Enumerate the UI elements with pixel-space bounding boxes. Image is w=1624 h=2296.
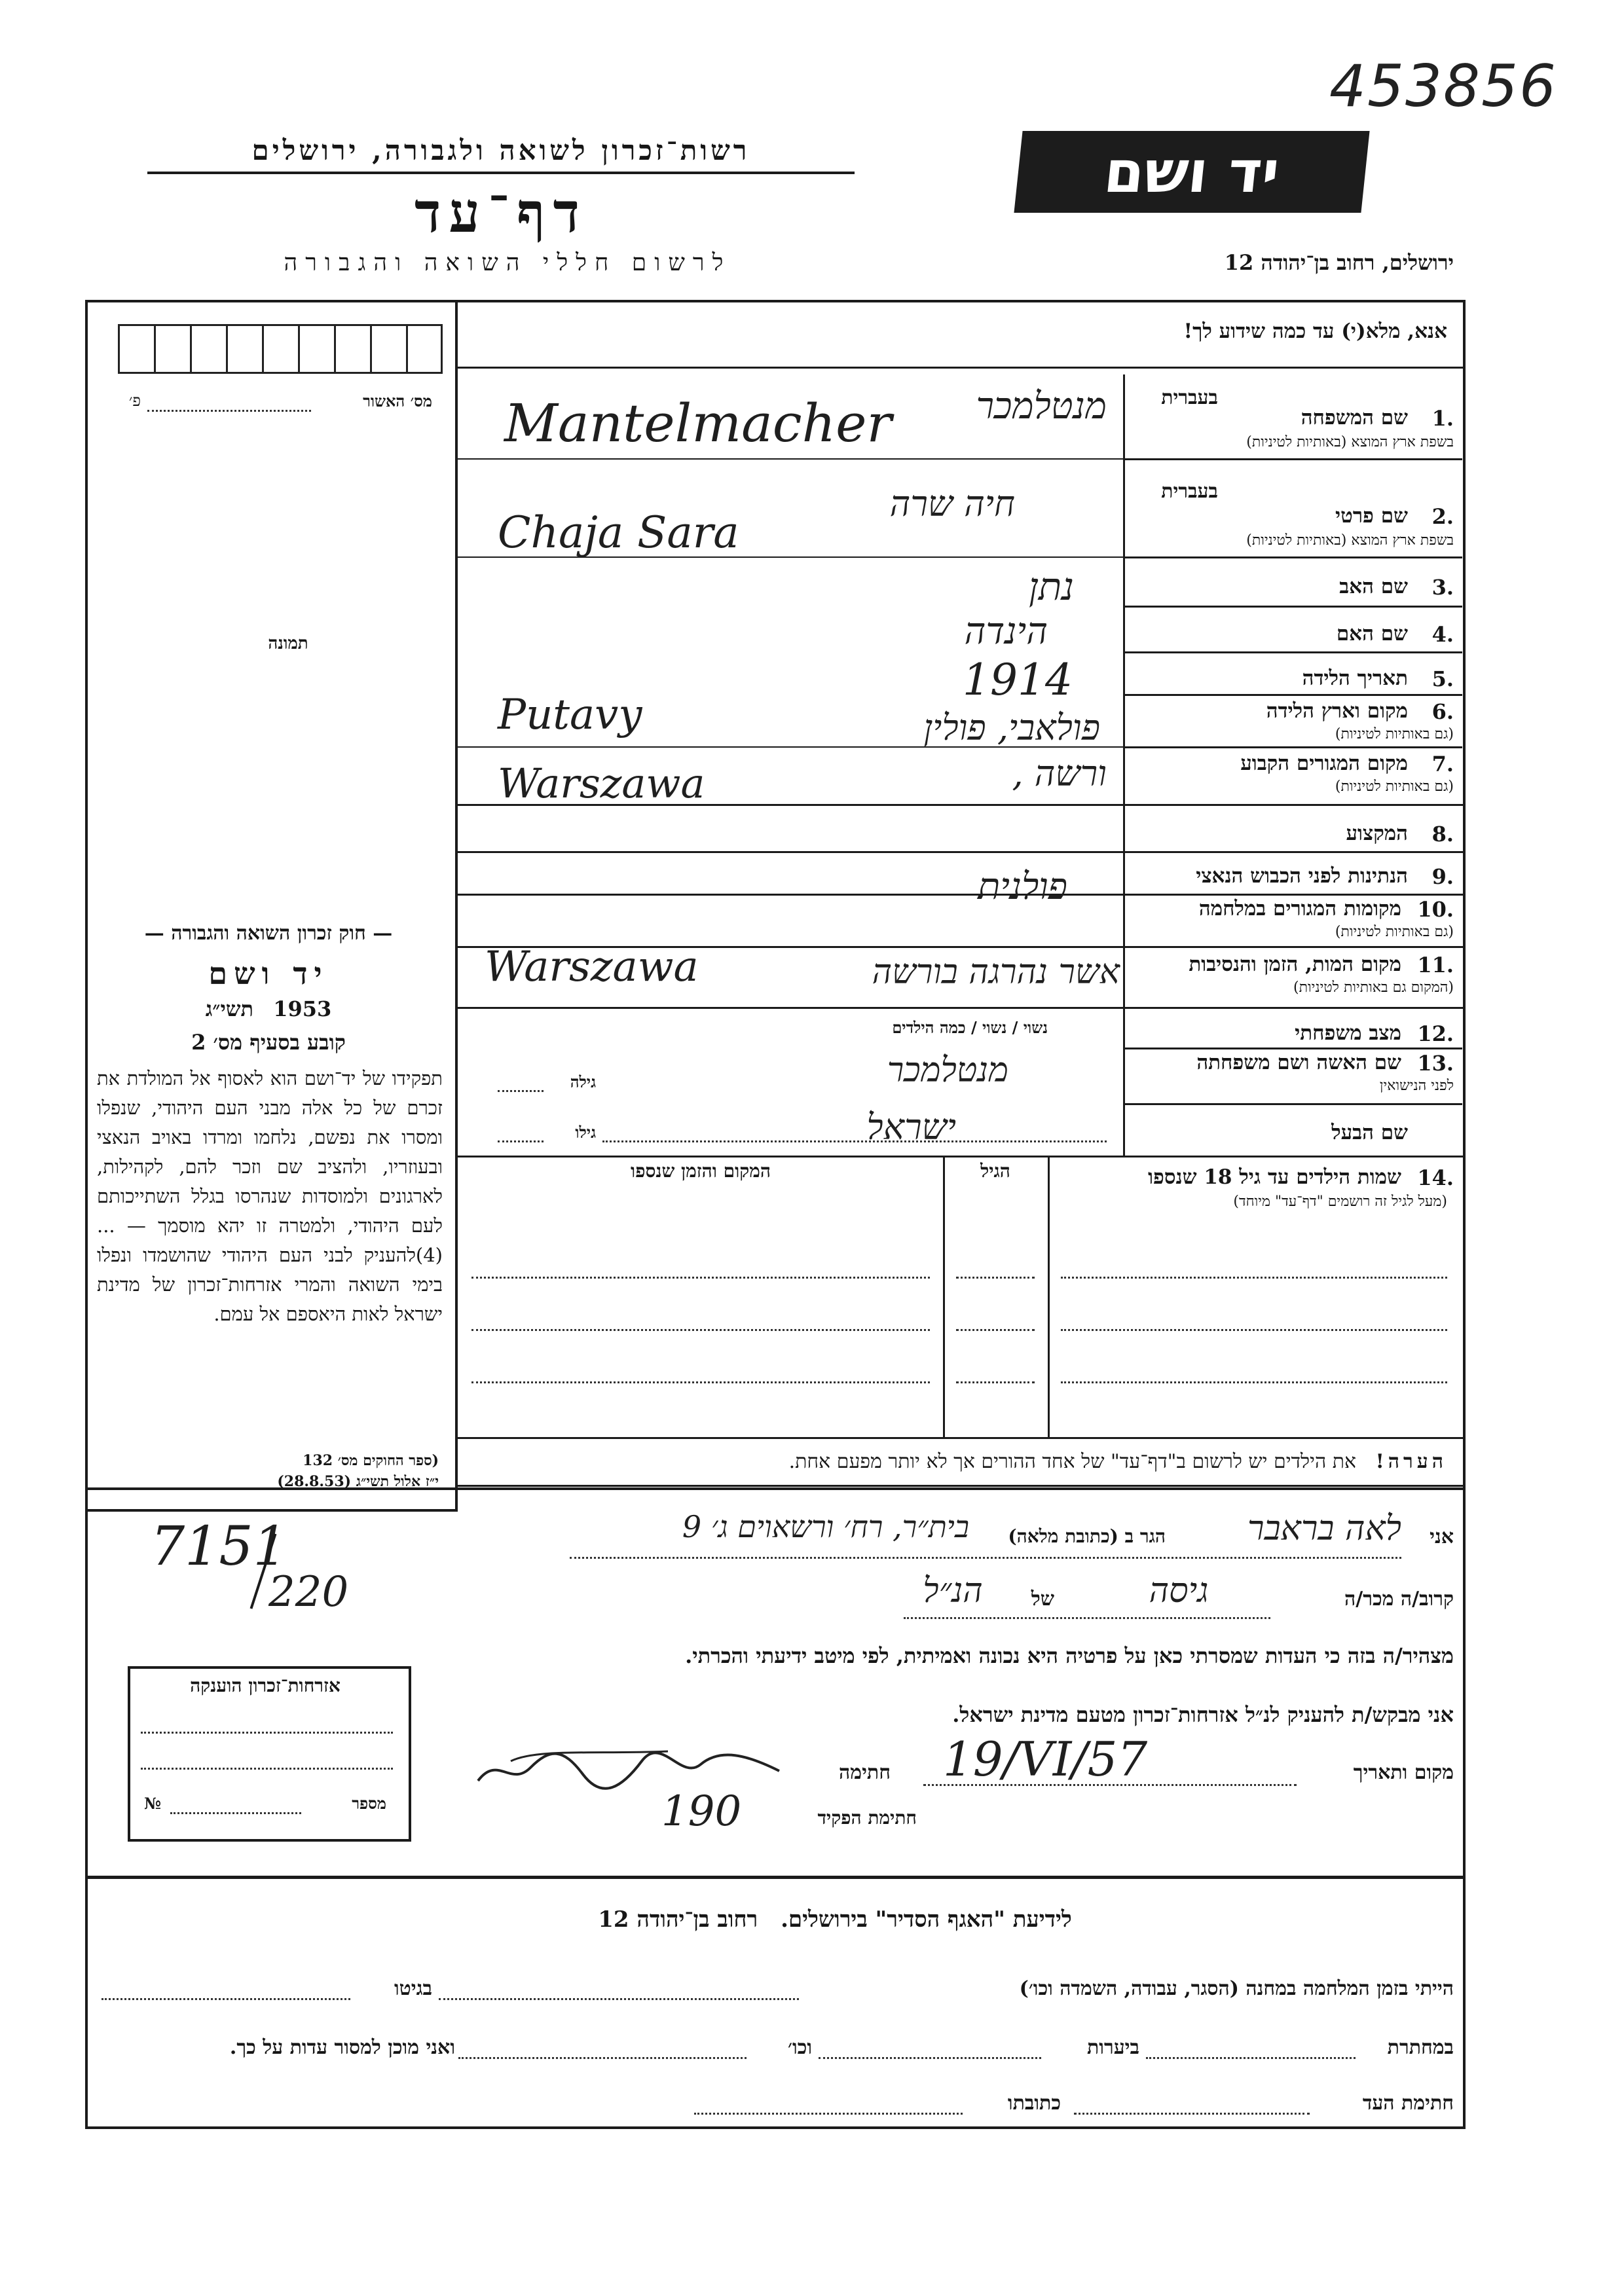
form-subtitle: לרשום חללי השואה והגבורה <box>284 249 731 276</box>
field-4-num: 4. <box>1431 622 1454 647</box>
birth-year: 1914 <box>963 655 1073 705</box>
age-label-female: גילה <box>570 1072 596 1091</box>
field-2-col: בעברית <box>1161 480 1218 503</box>
ref-sub: 220 <box>268 1568 349 1616</box>
death-place-heb: אשר נהרגה בורשה <box>872 953 1120 992</box>
father-name: נתן <box>1028 564 1074 609</box>
birthplace-latin: Putavy <box>498 691 642 739</box>
confirmation-prefix: פ׳ <box>128 392 141 410</box>
field-11-rule <box>458 1007 1463 1009</box>
photo-label: תמונה <box>268 634 308 653</box>
children-line-2-place <box>471 1329 930 1331</box>
law-year-row <box>92 996 445 1021</box>
first-name-latin: Chaja Sara <box>498 507 739 558</box>
field-12-label: מצב משפחתי <box>1295 1021 1401 1045</box>
field-6-label: מקום וארץ הלידה <box>1266 699 1408 723</box>
request-text: אני מבקש/ת להעניק לנ״ל אזרחות־זכרון מטעם מדינת ישראל. <box>952 1702 1454 1727</box>
field-7-label: מקום המגורים הקבוע <box>1240 752 1408 775</box>
field-6-sub: (גם באותיות לטיניות) <box>1335 726 1454 742</box>
field-13-label: שם האשה ושם משפחתה <box>1196 1051 1401 1074</box>
field-1-col: בעברית <box>1161 386 1218 409</box>
field-husband-label: שם הבעל <box>1331 1121 1408 1144</box>
footer-line1-dots-b <box>101 1998 350 2000</box>
field-12-num: 12. <box>1417 1021 1454 1046</box>
field-6-rule <box>1125 746 1462 748</box>
age-line-male <box>498 1140 544 1142</box>
age-label-male: גילו <box>575 1123 596 1142</box>
field-3-rule <box>1125 606 1462 608</box>
field-1-rule <box>1125 458 1462 460</box>
field-2-rule <box>1125 556 1462 558</box>
field-10-label: מקומות המגורים במלחמה <box>1198 897 1401 920</box>
left-panel-bottom <box>85 1509 458 1512</box>
nationality: פולנית <box>978 866 1067 908</box>
note-label: הערה! <box>1375 1450 1447 1473</box>
citizenship-no-prefix: № <box>144 1794 162 1813</box>
footer-line1-b: בגיטו <box>394 1977 432 2000</box>
footer-line2-c: וכו׳ <box>788 2036 812 2059</box>
citizenship-line-2 <box>141 1768 393 1770</box>
children-label: שמות הילדים עד גיל 18 שנספו <box>1148 1165 1401 1189</box>
citizenship-no-label: מספר <box>352 1794 386 1813</box>
field-10-num: 10. <box>1417 897 1454 922</box>
field-5-rule <box>1125 694 1462 696</box>
statement-text: מצהיר/ה בזה כי העדות שמסרתי כאן על פרטיה היא נכונה ואמיתית, לפי מיטב ידיעתי והכרתי. <box>685 1643 1454 1668</box>
law-title: — חוק זכרון השואה והגבורה — <box>144 922 393 945</box>
children-line-1-age <box>956 1277 1035 1279</box>
death-place-latin: Warszawa <box>485 943 699 991</box>
authority-name: רשות־זכרון לשואה ולגבורה, ירושלים <box>251 134 750 166</box>
field-7-sub: (גם באותיות לטיניות) <box>1335 778 1454 795</box>
footer-line2-b: ביערות <box>1086 2036 1139 2059</box>
age-line-female <box>498 1090 544 1092</box>
children-line-3-name <box>1061 1381 1447 1383</box>
field-3-label: שם האב <box>1339 575 1408 598</box>
law-date: י״ז אלול תשי״ג (28.8.53) <box>277 1473 439 1490</box>
field-8-num: 8. <box>1431 822 1454 847</box>
intro-text: אנא, מלא(י) עד כמה שידוע לך! <box>1183 319 1447 343</box>
field-4-rule <box>1125 651 1462 653</box>
field-5-label: תאריך הלידה <box>1302 666 1408 690</box>
place-date-label: מקום ותאריך <box>1353 1761 1454 1784</box>
field-13-rule <box>1125 1103 1462 1105</box>
footer-line1-a: הייתי בזמן המלחמה במחנה (הסגר, עבודה, השמדה וכו׳) <box>1019 1977 1454 2000</box>
of-label: של <box>1031 1588 1054 1611</box>
field-13-num: 13. <box>1417 1051 1454 1076</box>
law-year: 1953 <box>273 996 332 1021</box>
field-5-num: 5. <box>1431 666 1454 691</box>
field-husband-rule <box>458 1156 1463 1157</box>
field-9-label: הנתינות לפני הכבוש הנאצי <box>1196 864 1408 888</box>
husband-line <box>602 1140 1107 1142</box>
relation-line <box>904 1617 1270 1619</box>
field-13-sub: לפני הנישואין <box>1379 1078 1454 1094</box>
me-value: לאה בראבר <box>1247 1509 1401 1548</box>
footer-line2-dots-c <box>458 2057 747 2059</box>
law-clause: קובע בסעיף מס׳ 2 <box>191 1030 346 1055</box>
yad-vashem-logo <box>1014 131 1369 213</box>
label-column-divider <box>1123 374 1125 1157</box>
note-text: את הילדים יש לרשום ב"דף־עד" של אחד ההורים אך לא יותר מפעם אחת. <box>788 1450 1357 1473</box>
children-place-col: המקום והזמן שנספו <box>631 1160 771 1182</box>
address: ירושלים, רחוב בן־יהודה 12 <box>1224 250 1454 275</box>
field-10-sub: (גם באותיות לטיניות) <box>1335 924 1454 940</box>
field-11-num: 11. <box>1417 953 1454 977</box>
first-name-heb: חיה שרה <box>889 483 1015 524</box>
field-8-rule <box>458 851 1463 853</box>
field-1-num: 1. <box>1431 406 1454 431</box>
footer-line3-b: כתובתו <box>1007 2092 1061 2115</box>
surname-heb: מנטלמכר <box>976 385 1107 428</box>
children-age-col: הגיל <box>980 1160 1010 1182</box>
note-row <box>465 1450 1447 1473</box>
note-bottom-rule <box>458 1485 1463 1487</box>
field-11-sub: (המקום גם באותיות לטיניות) <box>1293 979 1454 996</box>
officer-label: חתימת הפקיד <box>817 1807 917 1829</box>
me-label: אני <box>1430 1525 1454 1548</box>
address-line <box>570 1557 1401 1559</box>
footer-title: לידיעת "האגף הסדיר" בירושלים. <box>781 1906 1072 1933</box>
field-8-label: המקצוע <box>1346 822 1408 845</box>
field-7-num: 7. <box>1431 752 1454 776</box>
authority-underline <box>147 172 855 174</box>
field-12-rule <box>1125 1048 1462 1049</box>
law-text: תפקידו של יד־ושם הוא לאסוף אל המולדת את זכרם של כל אלה מבני העם היהודי, שנפלו ומסרו את נפשם, נלחמו ומרדו באויב הנאצי ובעוזריו, ולהציב שם וזכר להם, לקהילות, לארגונים ולמוסדות שנהרסו בגלל השתייכותם לעם היהודי, ולמטרה זו יהא מוסמך — ...(4)להעניק לבני העם היהודי שהושמדו ונפלו בימי השואה והמרי אזרחות־זכרון של מדינת ישראל לאות היאספם אל עמם. <box>97 1067 443 1325</box>
law-year-heb: תשי״ג <box>205 996 254 1021</box>
citizenship-line-1 <box>141 1732 393 1734</box>
footer-line1-dots-a <box>439 1998 799 2000</box>
children-line-2-age <box>956 1329 1035 1331</box>
witness-signature-scribble <box>471 1741 786 1794</box>
archive-number: 453856 <box>1329 52 1557 120</box>
children-col-divider-1 <box>1048 1156 1050 1437</box>
field-9-num: 9. <box>1431 864 1454 889</box>
field-2-sub: בשפת ארץ המוצא (באותיות לטיניות) <box>1246 532 1454 549</box>
footer-address: רחוב בן־יהודה 12 <box>598 1906 758 1933</box>
footer-title-row <box>458 1906 1211 1933</box>
children-bottom-rule <box>458 1437 1463 1439</box>
footer-line2-dots-b <box>819 2057 1041 2059</box>
footer-line3-dots-a <box>1074 2113 1310 2115</box>
birthplace-heb: פולאבי, פולין <box>923 707 1100 748</box>
citizenship-title: אזרחות־זכרון הוענקה <box>190 1675 341 1696</box>
footer-line3-a: חתימת העד <box>1362 2092 1454 2115</box>
footer-line2-dots-a <box>1146 2057 1356 2059</box>
children-line-1-place <box>471 1277 930 1279</box>
field-6-num: 6. <box>1431 699 1454 724</box>
law-source: (ספר החוקים מס׳ 132 <box>303 1452 439 1469</box>
field-4-label: שם האם <box>1336 622 1408 646</box>
children-line-2-name <box>1061 1329 1447 1331</box>
children-col-divider-2 <box>943 1156 945 1437</box>
confirmation-no-label: מס׳ האשור <box>363 392 432 410</box>
wife-maiden-name: מנטלמכר <box>887 1051 1008 1090</box>
residence-latin: Warszawa <box>498 759 705 807</box>
confirmation-no-line <box>147 410 311 412</box>
lives-label: הגר ב (כתובת מלאה) <box>1008 1525 1166 1547</box>
footer-line2-d: ואני מוכן למסור עדות על כך. <box>229 2036 455 2059</box>
residence-heb: ורשה , <box>1012 753 1107 794</box>
husband-name: ישראל <box>866 1106 956 1148</box>
field-1-label: שם המשפחה <box>1301 406 1408 429</box>
field-2-label: שם פרטי <box>1335 504 1408 528</box>
relation-value: גיסה <box>1149 1571 1209 1611</box>
answer-rule-1 <box>458 458 1126 460</box>
footer-line3-dots-b <box>694 2113 963 2115</box>
children-num: 14. <box>1417 1165 1454 1190</box>
ref-number: 7151 <box>151 1516 287 1578</box>
footer-line2-a: במחתרת <box>1387 2036 1454 2059</box>
witness-signature <box>471 1741 786 1794</box>
form-title: דף־עד <box>414 180 587 245</box>
of-value: הנ״ל <box>923 1571 983 1611</box>
officer-mark: 190 <box>661 1787 742 1836</box>
field-3-num: 3. <box>1431 575 1454 600</box>
logo-text: יד ושם <box>1101 138 1283 206</box>
left-panel-divider <box>455 300 458 1511</box>
children-sub: (מעל לגיל זה רושמים "דף־עד" מיוחד) <box>1233 1194 1447 1210</box>
date-line <box>923 1784 1297 1786</box>
field-2-num: 2. <box>1431 504 1454 529</box>
surname-latin: Mantelmacher <box>504 393 892 454</box>
children-line-3-place <box>471 1381 930 1383</box>
citizenship-no-line <box>170 1812 301 1814</box>
relation-label: קרוב/ה מכר/ה <box>1344 1588 1454 1611</box>
intro-rule <box>458 367 1463 369</box>
confirmation-cells <box>118 324 443 374</box>
signature-label: חתימה <box>839 1761 891 1784</box>
children-line-3-age <box>956 1381 1035 1383</box>
field-1-sub: בשפת ארץ המוצא (באותיות לטיניות) <box>1246 434 1454 450</box>
address-value: בית״ר, רח׳ ורשאוים ג׳ 9 <box>682 1509 969 1544</box>
date-value: 19/VI/57 <box>943 1732 1148 1787</box>
marital-options: נשוי / נשוי / כמה הילדים <box>892 1018 1048 1037</box>
children-line-1-name <box>1061 1277 1447 1279</box>
mother-name: הינדה <box>964 610 1048 653</box>
field-11-label: מקום המות, הזמן והנסיבות <box>1189 953 1401 976</box>
law-name: יד ושם <box>208 956 329 991</box>
